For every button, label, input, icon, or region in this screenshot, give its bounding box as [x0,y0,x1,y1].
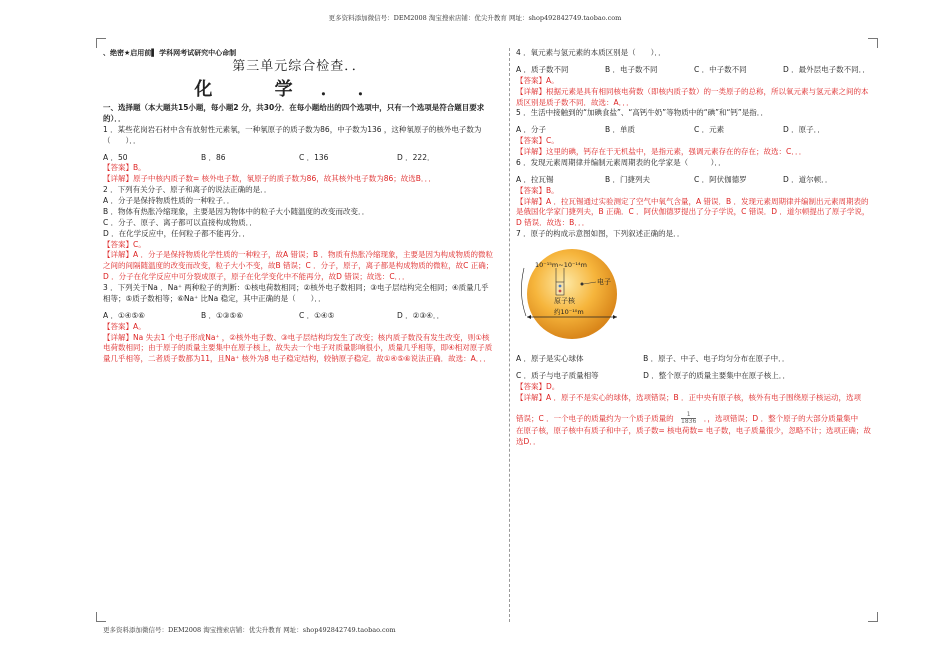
option-c: C ．中子数不同 [694,64,747,74]
fraction-denominator: 1836 [681,418,697,426]
question-7-options-row-2 [516,371,872,382]
nucleus-label: 原子核 [554,297,575,305]
subject-title: 化 学．． [194,78,404,100]
question-5-answer: 【答案】C。 [516,136,559,146]
question-4-answer: 【答案】A。 [516,75,559,85]
option-b: B ．门捷列夫 [605,174,651,184]
option-d: D ．②③④．． [397,310,445,320]
question-3-options [103,311,495,322]
atom-diagram [516,246,628,342]
page-footer: 更多资料添加微信号：DEM2008 淘宝搜索店铺：优尖升教育 网址：shop492842749.taobao.com [103,626,396,634]
question-7-explanation-line-3: 在原子核，原子核中有质子和中子，质子数= 核电荷数= 电子数，电子质量很少，忽略不计；选项正确；故选D．． [516,425,871,446]
question-6-stem: 6 ．发现元素周期律并编制元素周期表的化学家是（ ）．． [516,157,726,167]
question-7-explanation-line-1: 【详解】A ．原子不是实心的球体，选项错误；B ．正中央有原子核，核外有电子围绕原子核运动，选项 [516,392,862,402]
question-3-answer: 【答案】A。 [103,321,146,331]
question-5-options [516,125,872,136]
question-6-answer: 【答案】B。 [516,185,559,195]
option-b: B ．单质 [605,125,636,135]
option-c: C ．元素 [694,125,725,135]
explanation-text: 错误；C ．一个电子的质量约为一个质子质量的 [516,413,674,423]
question-2-stem: 2 ．下列有关分子、原子和离子的说法正确的是．． [103,185,272,195]
question-4-options [516,65,872,76]
option-c: C ．质子与电子质量相等 [516,370,599,380]
option-b: B ．86 [201,152,226,162]
crop-mark-bottom-left [96,612,106,622]
proton-icon [559,285,562,288]
question-1-stem: 1 ．某些花岗岩石材中含有放射性元素氡，一种氡原子的质子数为86，中子数为136 ，这种氡原子的核外电子数为（ ）．． [103,124,482,145]
option-a: A ．拉瓦锡 [516,174,554,184]
left-bracket [521,268,526,316]
page-header: 更多资料添加微信号：DEM2008 淘宝搜索店铺：优尖升教育 网址：shop492842749.taobao.com [328,14,622,22]
option-a: A ．质子数不同 [516,64,569,74]
neutron-icon [559,290,562,293]
question-6-explanation: 【详解】A ．拉瓦锡通过实验测定了空气中氧气含量，A 错误．B ．发现元素周期律并编制出元素周期表的是俄国化学家门捷列夫，B 正确．C ．阿伏伽德罗提出了分子学说，C 错误．D ．道尔顿提出了原子学说，D 错误．故选：B．．． [516,196,870,228]
question-4-explanation: 【详解】根据元素是具有相同核电荷数（即核内质子数）的一类原子的总称，所以氧元素与氢元素之间的本质区别是质子数不同．故选：A．．． [516,86,869,107]
nucleus-size-label: 10⁻¹⁵m~10⁻¹⁴m [535,261,587,269]
option-d: D ．整个原子的质量主要集中在原子核上．． [643,370,791,380]
option-c: C ．阿伏伽德罗 [694,174,747,184]
question-7-explanation-line-2 [516,412,872,426]
option-b: B ．电子数不同 [605,64,658,74]
fraction [681,412,696,426]
section-heading: 一、选择题（本大题共15小题，每小题2 分，共30分．在每小题给出的四个选项中，只有一个选项是符合题目要求的）．． [103,103,485,123]
question-2-option-d: D ．在化学反应中，任何粒子都不能再分．． [103,228,250,238]
question-2-explanation: 【详解】A ．分子是保持物质化学性质的一种粒子，故A 错误；B ．物质有热胀冷缩现象，主要是因为构成物质的微粒之间的间隔随温度的改变而改变，粒子大小不变，故B 错误；C ．分子，原子，离子都是构成物质的微粒，故C 正确；D ．分子在化学反应中可分裂成原子，原子在化学变化中不能再分，故D 错误；故选：C．．． [103,250,494,282]
option-b: B ．①③⑤⑥ [201,310,243,320]
question-2-answer: 【答案】C。 [103,239,146,249]
column-divider [509,48,510,622]
question-5-explanation: 【详解】这里的碘，钙存在于无机盐中，是指元素，强调元素存在的存在；故选：C．．． [516,147,807,156]
option-d: D ．原子．． [783,125,825,135]
question-7-stem: 7 ．原子的构成示意图如图，下列叙述正确的是．． [516,229,685,239]
question-4-stem: 4 ．氧元素与氢元素的本质区别是（ ）．． [516,48,666,57]
question-2-option-c: C ．分子、原子、离子都可以直接构成物质．． [103,217,257,227]
arrowhead-left [527,315,531,319]
crop-mark-top-left [96,38,106,48]
electron-icon [581,283,584,286]
electron-label: 电子 [597,278,611,286]
question-2-option-a: A ．分子是保持物质性质的一种粒子．． [103,196,235,206]
exam-title: 第三单元综合检查．． [232,59,366,75]
question-1-explanation: 【详解】原子中核内质子数= 核外电子数，氡原子的质子数为86，故其核外电子数为86；故选B．．． [103,174,436,184]
left-column [103,48,495,365]
right-column [516,48,872,447]
explanation-text: ．，选项错误；D ．整个原子的大部分质量集中 [703,413,859,423]
question-7-options-row-1 [516,354,872,365]
option-c: C ．①④⑤ [299,310,335,320]
option-c: C ．136 [299,152,329,162]
confidential-line: 、绝密★启用前▌ 学科网考试研究中心命制 [103,49,237,57]
option-a: A ．50 [103,152,128,162]
question-3-stem: 3 ．下列关于Na ．Na⁺ 两种粒子的判断：①核电荷数相同；②核外电子数相同；③电子层结构完全相同；④质量几乎相等；⑤质子数相等；⑥Na⁺ 比Na 稳定，其中正确的是（ ）．． [103,283,489,303]
question-5-stem: 5 ．生活中接触到的“加碘食盐”、“高钙牛奶”等物质中的“碘”和“钙”是指．． [516,108,768,118]
option-a: A ．分子 [516,125,547,135]
nucleus-icon [556,282,564,295]
atom-diameter-label: 约10⁻¹⁰m [554,308,584,316]
option-d: D ．道尔顿．． [783,174,833,184]
option-a: A ．①④⑤⑥ [103,310,145,320]
question-1-answer: 【答案】B。 [103,163,146,173]
option-d: D ．222． [397,152,435,162]
option-a: A ．原子是实心球体 [516,354,584,363]
question-2-option-b: B ．物体有热胀冷缩现象，主要是因为物体中的粒子大小随温度的改变而改变．． [103,206,370,216]
question-3-explanation: 【详解】Na 失去1 个电子形成Na⁺ ，②核外电子数、③电子层结构均发生了改变；核内质子数没有发生改变，则①核电荷数相同；由于原子的质量主要集中在原子核上，故失去一个电子对质量影响很小，质量几乎相等，即④相对原子质量几乎相等，二者质子数都为11，且Na⁺ 核外为8 电子稳定结构，较钠原子稳定．故①④⑤⑥说法正确．故选：A．．． [103,332,493,364]
atom-structure-figure [516,246,628,342]
question-1-options [103,153,495,164]
crop-mark-bottom-right [868,612,878,622]
option-b: B ．原子、中子、电子均匀分布在原子中．． [643,354,790,363]
question-6-options [516,175,872,186]
crop-mark-top-right [868,38,878,48]
option-d: D ．最外层电子数不同．． [783,64,870,74]
question-7-answer: 【答案】D。 [516,381,560,391]
arrowhead-right [613,315,617,319]
fraction-numerator: 1 [681,412,696,420]
